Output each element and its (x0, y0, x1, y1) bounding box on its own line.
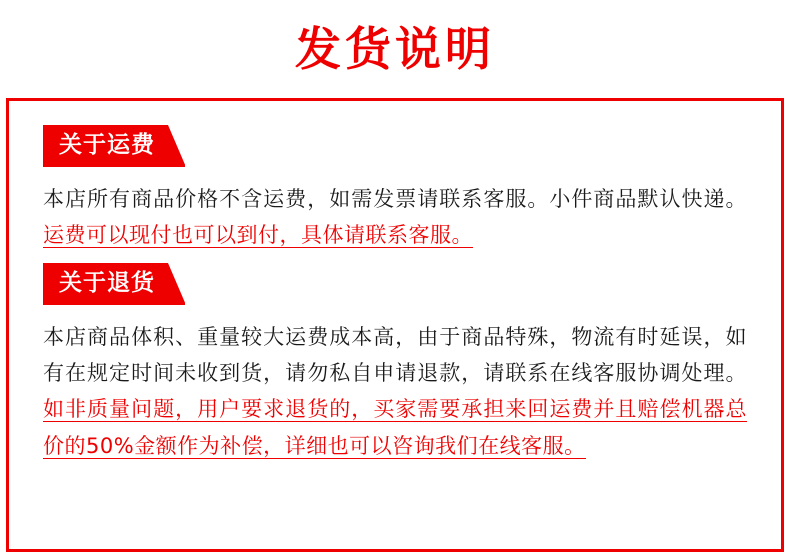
page-title: 发货说明 (295, 22, 495, 76)
section-shipping-fee (43, 125, 747, 253)
section-tag-wrap (43, 125, 185, 167)
text-segment-highlighted: 如非质量问题，用户要求退货的，买家需要承担来回运费并且赔偿机器总价的50%金额作为补偿，详细也可以咨询我们在线客服。 (43, 397, 747, 458)
section-body-returns (43, 319, 747, 463)
section-returns (43, 263, 747, 463)
content-frame (6, 98, 784, 552)
text-segment-plain: 本店所有商品价格不含运费，如需发票请联系客服。小件商品默认快递。 (43, 187, 747, 211)
text-segment-plain: 本店商品体积、重量较大运费成本高，由于商品特殊，物流有时延误，如有在规定时间未收到货，请勿私自申请退款，请联系在线客服协调处理。 (43, 325, 747, 386)
section-tag-returns: 关于退货 (43, 263, 185, 305)
text-segment-highlighted: 运费可以现付也可以到付，具体请联系客服。 (43, 223, 473, 248)
section-tag-wrap (43, 263, 185, 305)
section-tag-shipping-fee: 关于运费 (43, 125, 185, 167)
section-body-shipping-fee (43, 181, 747, 253)
